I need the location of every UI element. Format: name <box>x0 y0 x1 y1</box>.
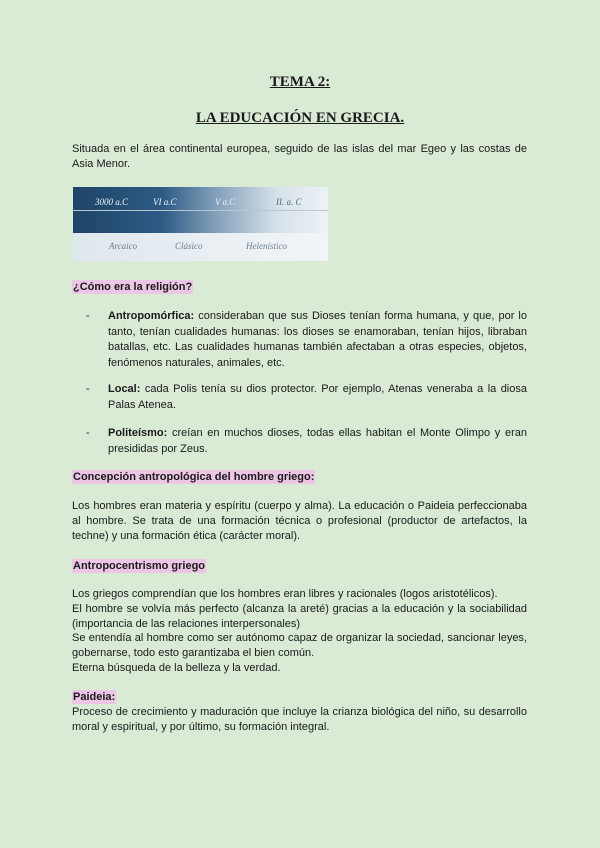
item-term: Local: <box>108 383 141 395</box>
list-item <box>86 309 527 371</box>
item-text: creían en muchos dioses, todas ellas habitan el Monte Olimpo y eran presididas por Zeus. <box>108 427 527 455</box>
timeline-image <box>73 187 328 261</box>
timeline-period: Helenístico <box>246 241 287 251</box>
timeline-period: Clásico <box>175 241 203 251</box>
antropocentrismo-heading: Antropocentrismo griego <box>73 560 206 572</box>
antropocentrismo-paragraph: Los griegos comprendían que los hombres eran libres y racionales (logos aristotélicos). <box>72 588 498 600</box>
page-title: LA EDUCACIÓN EN GRECIA. <box>195 110 405 126</box>
paideia-heading: Paideia: <box>73 691 116 703</box>
antropocentrismo-paragraph: Se entendía al hombre como ser autónomo capaz de organizar la sociedad, sancionar leyes, gobernarse, todo esto garantizaba el bien común. <box>72 632 527 659</box>
antropocentrismo-paragraph: El hombre se volvía más perfecto (alcanza la areté) gracias a la educación y la sociabilidad (importancia de las relaciones interpersonales) <box>72 603 527 630</box>
item-text: cada Polis tenía su dios protector. Por ejemplo, Atenas veneraba a la diosa Palas Atenea. <box>108 383 527 411</box>
paideia-paragraph: Proceso de crecimiento y maduración que incluye la crianza biológica del niño, su desarrollo moral y espiritual, y por último, su formación integral. <box>72 706 527 733</box>
list-item <box>86 382 527 413</box>
timeline-date: II. a. C <box>276 197 302 207</box>
bullet-dash: - <box>86 383 90 395</box>
list-item <box>86 426 527 457</box>
bullet-dash: - <box>86 427 90 439</box>
tema-label: TEMA 2: <box>269 74 331 90</box>
concepcion-heading: Concepción antropológica del hombre griego: <box>73 471 315 483</box>
antropocentrismo-paragraph: Eterna búsqueda de la belleza y la verdad. <box>72 662 281 674</box>
item-text: consideraban que sus Dioses tenían forma humana, y que, por lo tanto, tenían cualidades humanas: los dioses se enamoraban, tenían hijos, libraban batallas, etc. Las cualidades humanas también afectaban a otras especies, objetos, fenómenos naturales, animales, etc. <box>108 310 527 369</box>
timeline-date: V a.C <box>215 197 236 207</box>
timeline-date: 3000 a.C <box>95 197 129 207</box>
timeline-date: VI a.C <box>153 197 177 207</box>
religion-heading: ¿Cómo era la religión? <box>73 281 193 293</box>
item-term: Politeísmo: <box>108 427 168 439</box>
concepcion-paragraph: Los hombres eran materia y espíritu (cuerpo y alma). La educación o Paideia perfeccionaba al hombre. Se trata de una formación técnica o profesional (productor de artefactos, la techne) y una formación ética (carácter moral). <box>72 500 527 542</box>
bullet-dash: - <box>86 310 90 322</box>
timeline-period: Arcaico <box>109 241 138 251</box>
item-term: Antropomórfica: <box>108 310 195 322</box>
intro-paragraph: Situada en el área continental europea, seguido de las islas del mar Egeo y las costas de Asia Menor. <box>72 143 527 170</box>
